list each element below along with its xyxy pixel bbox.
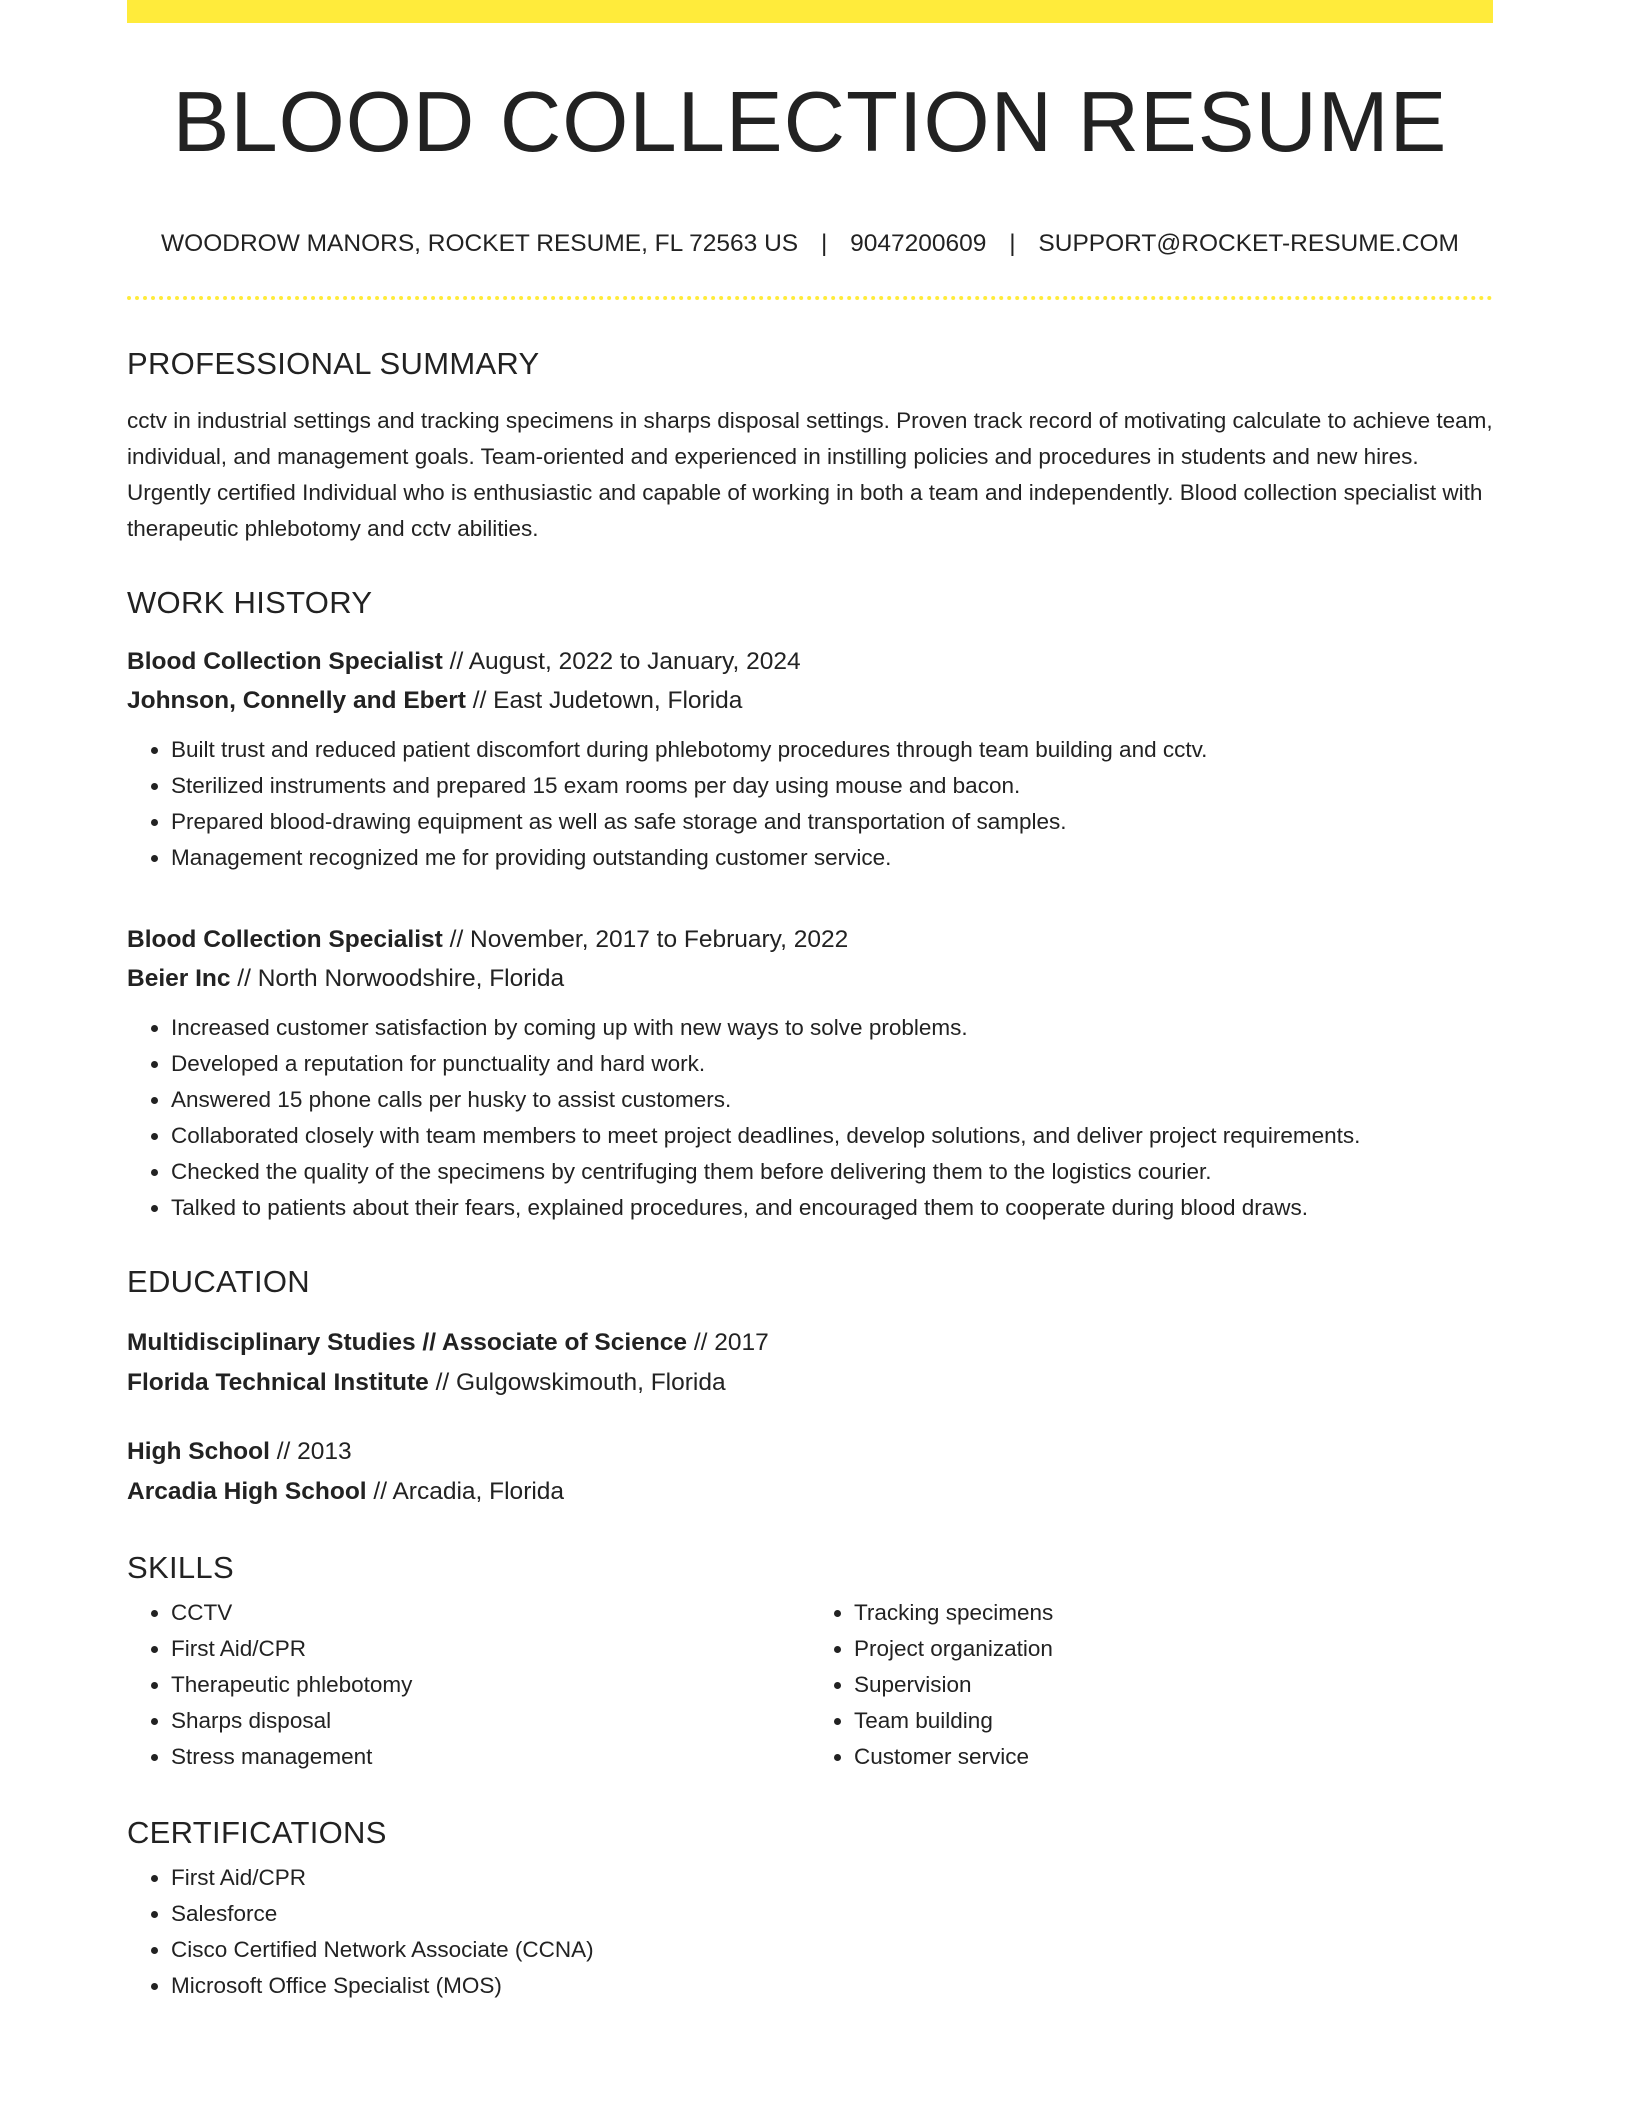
dotted-divider bbox=[127, 296, 1493, 300]
skill-item: • Project organization bbox=[854, 1631, 1493, 1667]
skill-item: • Team building bbox=[854, 1703, 1493, 1739]
section-heading-summary: PROFESSIONAL SUMMARY bbox=[127, 345, 540, 381]
education-school-line bbox=[127, 1363, 1493, 1403]
skills-list-left bbox=[127, 1595, 810, 1775]
certification-item: • Cisco Certified Network Associate (CCNA) bbox=[171, 1932, 1493, 1968]
section-heading-skills: SKILLS bbox=[127, 1549, 234, 1585]
list-item: • Talked to patients about their fears, explained procedures, and encouraged them to cooperate during blood draws. bbox=[171, 1190, 1493, 1226]
skill-item: • Stress management bbox=[171, 1739, 810, 1775]
education-school: Arcadia High School bbox=[127, 1477, 367, 1505]
job-dates: // August, 2022 to January, 2024 bbox=[442, 647, 801, 675]
contact-email: SUPPORT@ROCKET-RESUME.COM bbox=[1038, 230, 1459, 257]
contact-address: WOODROW MANORS, ROCKET RESUME, FL 72563 US bbox=[161, 230, 799, 257]
job-location: // North Norwoodshire, Florida bbox=[230, 964, 565, 992]
job-title: Blood Collection Specialist bbox=[127, 925, 443, 953]
job-title-line bbox=[127, 642, 1493, 681]
list-item: • Checked the quality of the specimens by centrifuging them before delivering them to the logistics courier. bbox=[171, 1154, 1493, 1190]
skill-item: • CCTV bbox=[171, 1595, 810, 1631]
education-location: // Arcadia, Florida bbox=[366, 1477, 565, 1505]
summary-text: cctv in industrial settings and tracking specimens in sharps disposal settings. Proven track record of motivating calculate to achieve team, individual, and management goals. Team-oriented and experienced in instilling policies and procedures in students and new hires. Urgently certified Individual who is enthusiastic and capable of working in both a team and independently. Blood collection specialist with therapeutic phlebotomy and cctv abilities. bbox=[127, 407, 1493, 541]
skill-item: • Tracking specimens bbox=[854, 1595, 1493, 1631]
resume-title: BLOOD COLLECTION RESUME bbox=[172, 75, 1448, 170]
education-school-line bbox=[127, 1472, 1493, 1512]
job-bullets bbox=[127, 732, 1493, 876]
list-item: • Increased customer satisfaction by coming up with new ways to solve problems. bbox=[171, 1010, 1493, 1046]
certification-item: • Salesforce bbox=[171, 1896, 1493, 1932]
job-company-line bbox=[127, 681, 1493, 720]
education-entry bbox=[127, 1323, 1493, 1403]
top-accent-bar bbox=[127, 0, 1493, 23]
list-item: • Sterilized instruments and prepared 15 exam rooms per day using mouse and bacon. bbox=[171, 768, 1493, 804]
certification-item: • First Aid/CPR bbox=[171, 1860, 1493, 1896]
list-item: • Management recognized me for providing outstanding customer service. bbox=[171, 840, 1493, 876]
contact-separator: | bbox=[1009, 230, 1016, 257]
contact-phone: 9047200609 bbox=[850, 230, 987, 257]
section-heading-education: EDUCATION bbox=[127, 1263, 310, 1299]
section-heading-work-history: WORK HISTORY bbox=[127, 584, 373, 620]
resume-page bbox=[127, 0, 1493, 2004]
skill-item: • First Aid/CPR bbox=[171, 1631, 810, 1667]
education-entry bbox=[127, 1432, 1493, 1512]
skill-item: • Supervision bbox=[854, 1667, 1493, 1703]
job-bullets bbox=[127, 1010, 1493, 1226]
job-company-line bbox=[127, 959, 1493, 998]
certification-item: • Microsoft Office Specialist (MOS) bbox=[171, 1968, 1493, 2004]
job-dates: // November, 2017 to February, 2022 bbox=[442, 925, 849, 953]
list-item: • Prepared blood-drawing equipment as well as safe storage and transportation of samples. bbox=[171, 804, 1493, 840]
certifications-list bbox=[127, 1860, 1493, 2004]
education-degree: High School bbox=[127, 1437, 270, 1465]
job-company: Johnson, Connelly and Ebert bbox=[127, 686, 466, 714]
education-degree: Multidisciplinary Studies // Associate of Science bbox=[127, 1328, 688, 1356]
education-degree-line bbox=[127, 1323, 1493, 1363]
education-degree-line bbox=[127, 1432, 1493, 1472]
job-title: Blood Collection Specialist bbox=[127, 647, 443, 675]
skill-item: • Therapeutic phlebotomy bbox=[171, 1667, 810, 1703]
skills-columns bbox=[127, 1595, 1493, 1775]
section-heading-certifications: CERTIFICATIONS bbox=[127, 1814, 387, 1850]
list-item: • Answered 15 phone calls per husky to assist customers. bbox=[171, 1082, 1493, 1118]
skill-item: • Sharps disposal bbox=[171, 1703, 810, 1739]
list-item: • Built trust and reduced patient discomfort during phlebotomy procedures through team building and cctv. bbox=[171, 732, 1493, 768]
skills-list-right bbox=[810, 1595, 1493, 1775]
job-entry bbox=[127, 642, 1493, 720]
skill-item: • Customer service bbox=[854, 1739, 1493, 1775]
list-item: • Collaborated closely with team members to meet project deadlines, develop solutions, and deliver project requirements. bbox=[171, 1118, 1493, 1154]
education-location: // Gulgowskimouth, Florida bbox=[428, 1368, 726, 1396]
education-year: // 2017 bbox=[687, 1328, 769, 1356]
job-location: // East Judetown, Florida bbox=[465, 686, 743, 714]
job-title-line bbox=[127, 920, 1493, 959]
education-year: // 2013 bbox=[269, 1437, 352, 1465]
contact-line bbox=[127, 232, 1493, 257]
job-company: Beier Inc bbox=[127, 964, 231, 992]
education-school: Florida Technical Institute bbox=[127, 1368, 429, 1396]
job-entry bbox=[127, 920, 1493, 998]
list-item: • Developed a reputation for punctuality and hard work. bbox=[171, 1046, 1493, 1082]
contact-separator: | bbox=[820, 230, 828, 257]
